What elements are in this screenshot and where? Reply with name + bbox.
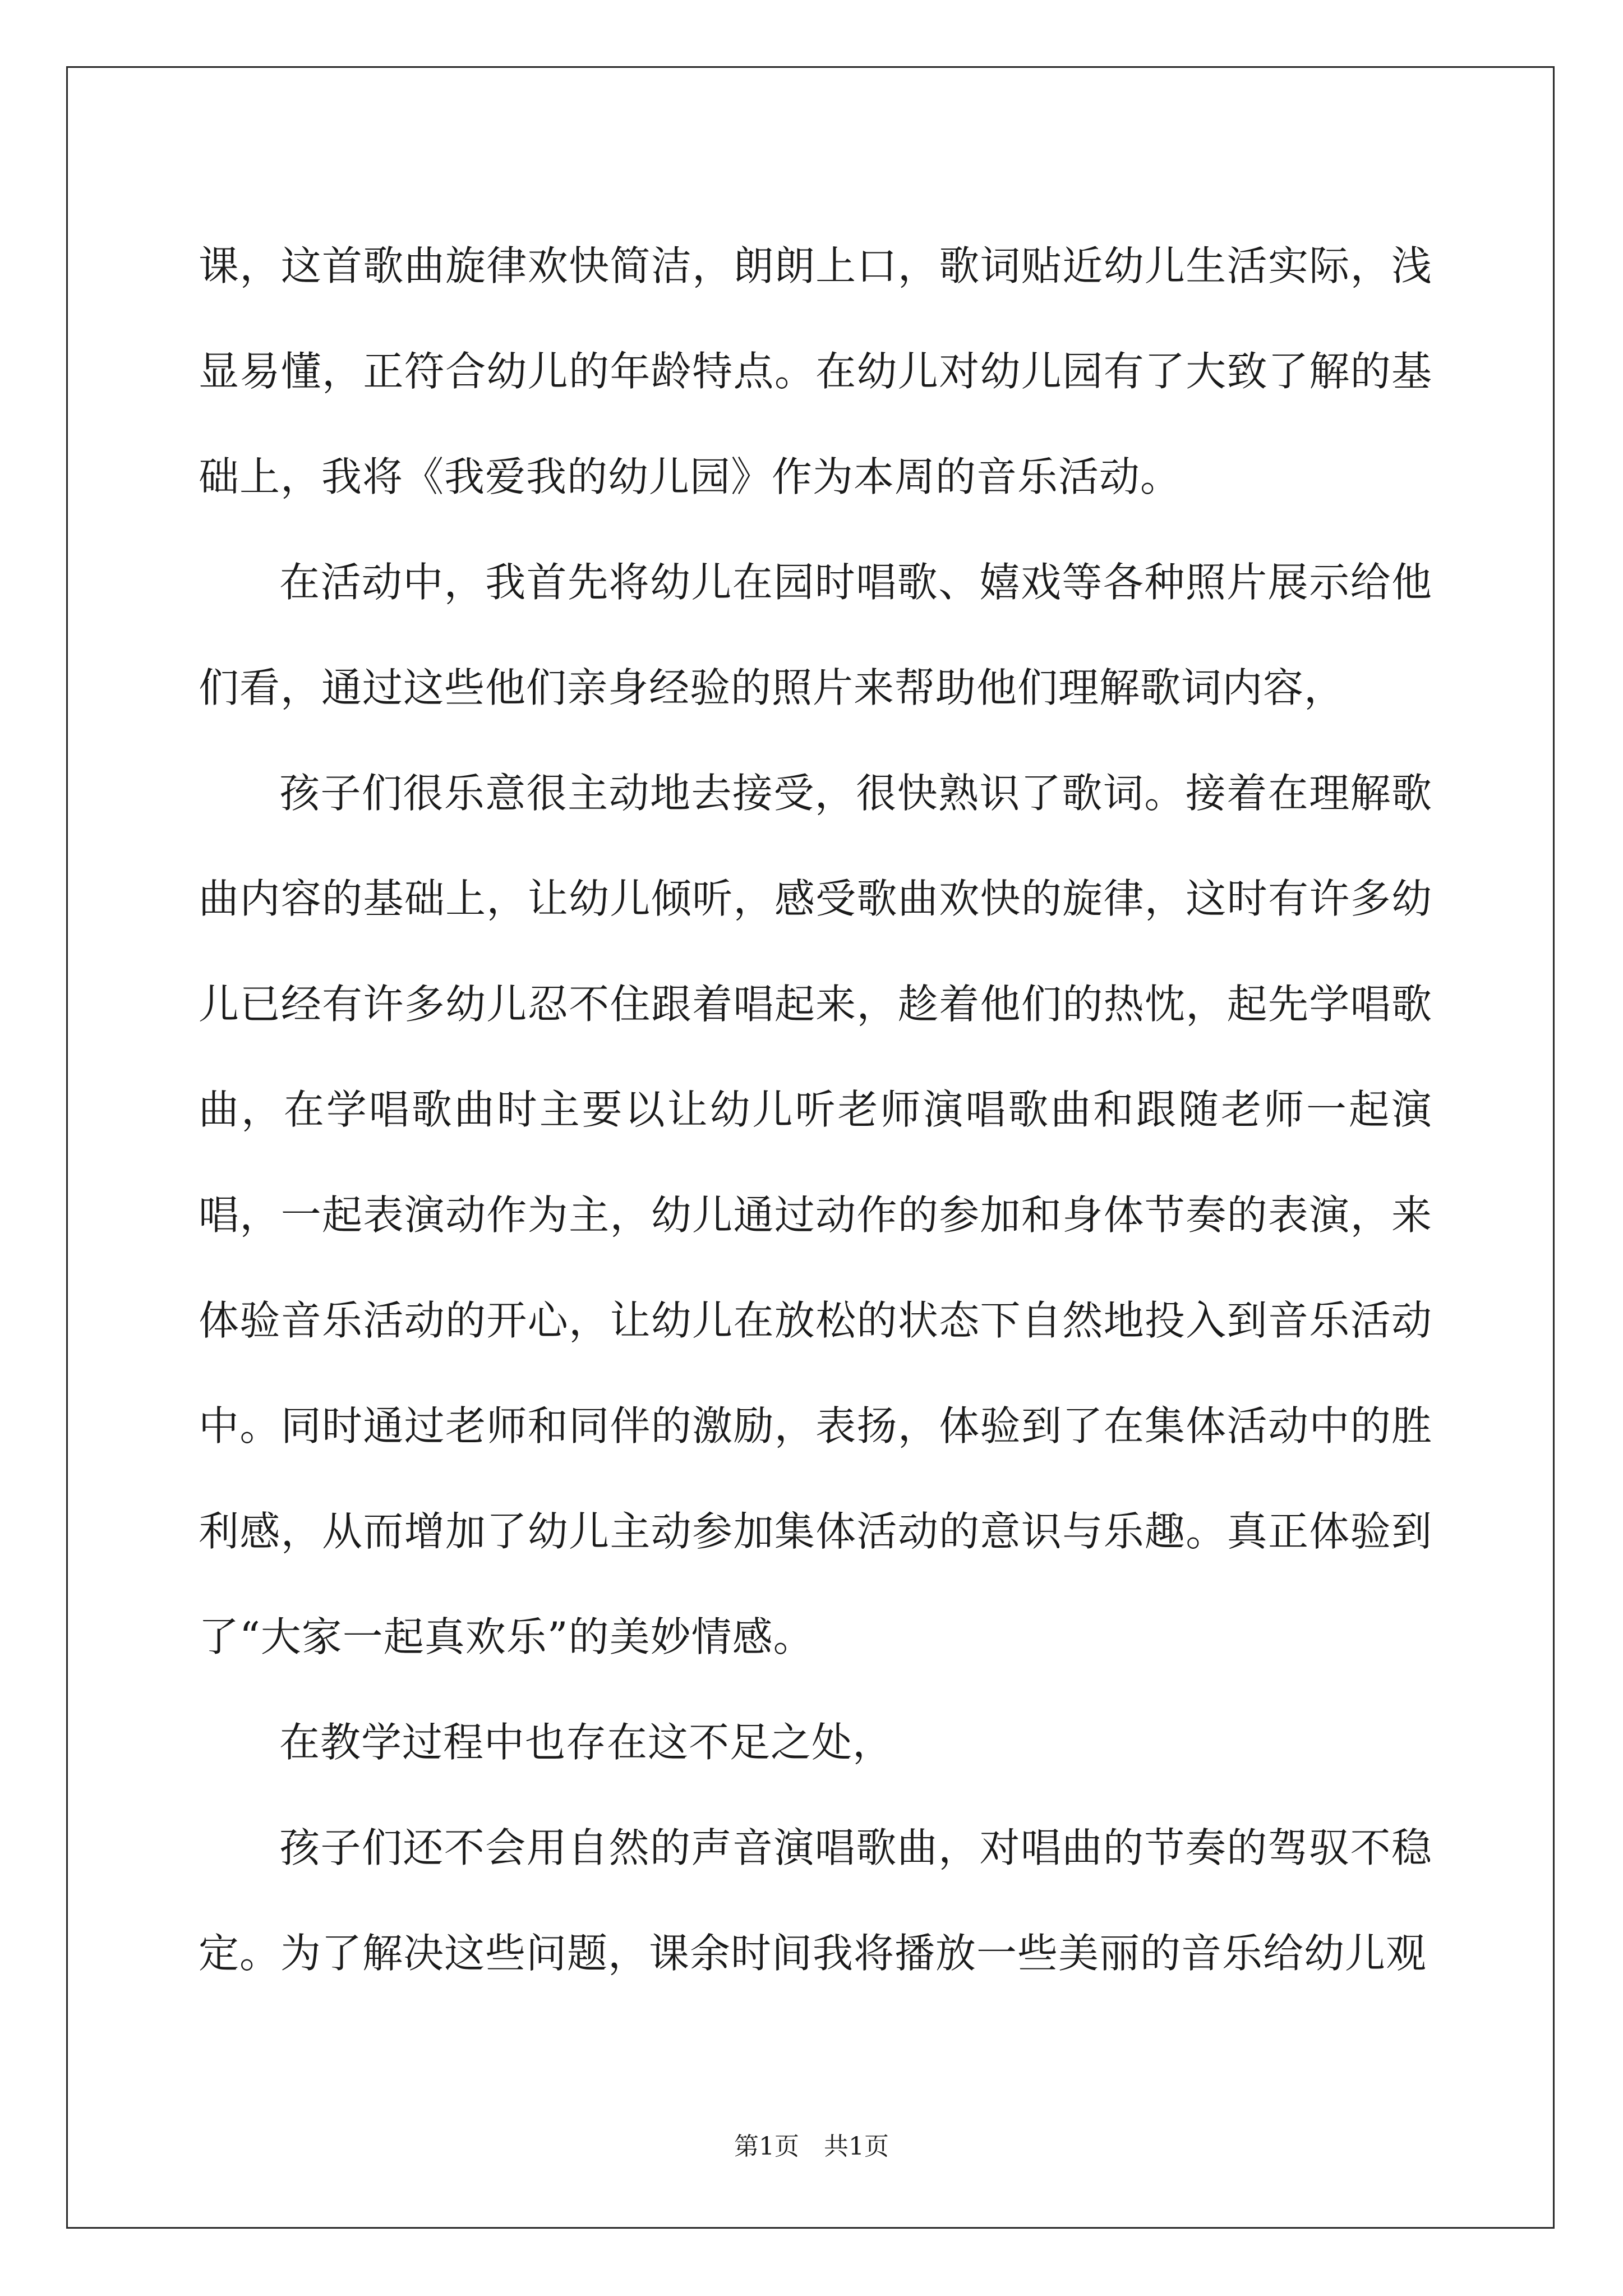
paragraph-2: 在活动中，我首先将幼儿在园时唱歌、嬉戏等各种照片展示给他们看，通过这些他们亲身经验的照片来帮助他们理解歌词内容， [199,559,1432,711]
paragraph-3: 孩子们很乐意很主动地去接受，很快熟识了歌词。接着在理解歌曲内容的基础上，让幼儿倾听，感受歌曲欢快的旋律，这时有许多幼儿已经有许多幼儿忍不住跟着唱起来，趁着他们的热忱，起先学唱歌曲，在学唱歌曲时主要以让幼儿听老师演唱歌曲和跟随老师一起演唱，一起表演动作为主，幼儿通过动作的参加和身体节奏的表演，来体验音乐活动的开心，让幼儿在放松的状态下自然地投入到音乐活动中。同时通过老师和同伴的激励，表扬，体验到了在集体活动中的胜利感，从而增加了幼儿主动参加集体活动的意识与乐趣。真正体验到了“大家一起真欢乐”的美妙情感。 [199,770,1432,1660]
paragraph-1: 课，这首歌曲旋律欢快简洁，朗朗上口，歌词贴近幼儿生活实际，浅显易懂，正符合幼儿的年龄特点。在幼儿对幼儿园有了大致了解的基础上，我将《我爱我的幼儿园》作为本周的音乐活动。 [199,242,1432,500]
document-body [199,213,1432,2006]
paragraph-5: 孩子们还不会用自然的声音演唱歌曲，对唱曲的节奏的驾驭不稳定。为了解决这些问题，课余时间我将播放一些美丽的音乐给幼儿观 [199,1824,1432,1977]
page-number-footer: 第1页 共1页 [734,2132,889,2161]
paragraph-4: 在教学过程中也存在这不足之处， [279,1719,894,1766]
